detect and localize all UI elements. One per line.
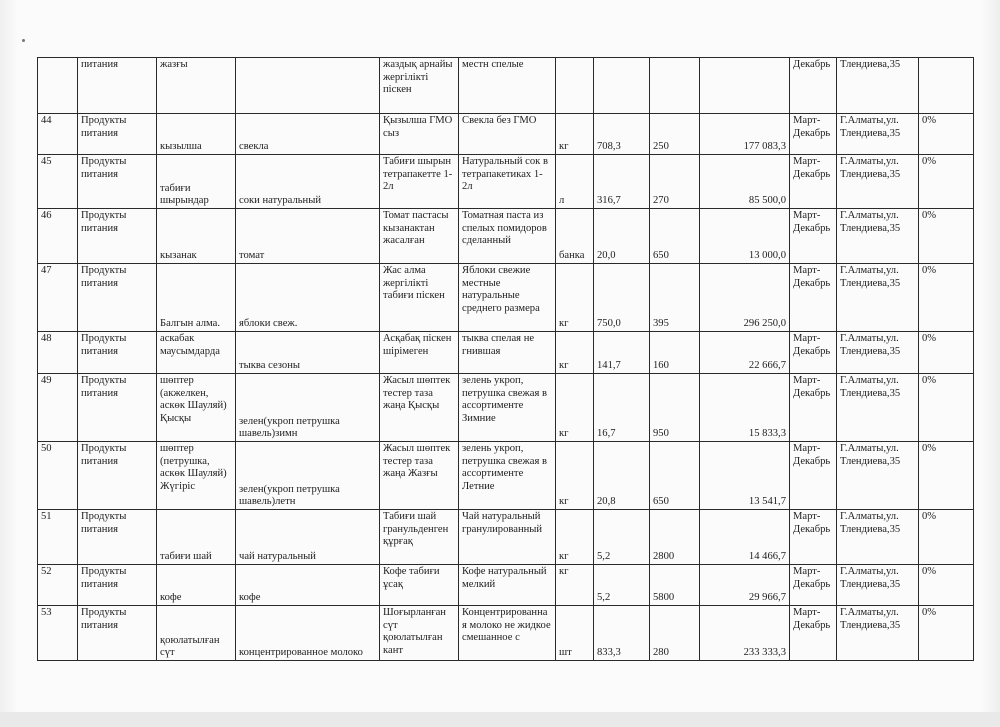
cell-pct: 0%	[919, 209, 974, 264]
cell-desc-kz: Томат пастасы кызанактан жасалған	[380, 209, 459, 264]
cell-no: 46	[38, 209, 78, 264]
cell-desc-kz: Жасыл шөптек тестер таза жаңа Жазғы	[380, 442, 459, 510]
cell-sum	[700, 58, 790, 114]
cell-qty: 20,0	[594, 209, 650, 264]
cell-period: Март-Декабрь	[790, 510, 837, 565]
cell-desc-kz: Табиғи шырын тетрапакетте 1-2л	[380, 155, 459, 209]
cell-desc-ru: Концентрированная молоко не жидкое смешанное с	[459, 606, 556, 661]
cell-price: 280	[650, 606, 700, 661]
cell-name-kz: шөптер (петрушка, аскөк Шауляй) Жүгіріс	[157, 442, 236, 510]
cell-address: Г.Алматы,ул. Тлендиева,35	[837, 565, 919, 606]
cell-address: Тлендиева,35	[837, 58, 919, 114]
cell-period: Март-Декабрь	[790, 209, 837, 264]
cell-name-ru: кофе	[236, 565, 380, 606]
cell-sum: 296 250,0	[700, 264, 790, 332]
cell-qty: 708,3	[594, 114, 650, 155]
cell-name-ru: томат	[236, 209, 380, 264]
cell-no: 48	[38, 332, 78, 374]
cell-no: 53	[38, 606, 78, 661]
cell-name-ru: чай натуральный	[236, 510, 380, 565]
cell-pct: 0%	[919, 155, 974, 209]
cell-unit: кг	[556, 114, 594, 155]
table-row	[38, 264, 974, 332]
cell-address: Г.Алматы,ул. Тлендиева,35	[837, 442, 919, 510]
cell-period: Март-Декабрь	[790, 332, 837, 374]
cell-name-kz: қоюлатылған сүт	[157, 606, 236, 661]
cell-name-ru: зелен(укроп петрушка шавель)зимн	[236, 374, 380, 442]
table-row	[38, 565, 974, 606]
cell-qty: 5,2	[594, 510, 650, 565]
cell-no: 47	[38, 264, 78, 332]
cell-sum: 233 333,3	[700, 606, 790, 661]
cell-qty: 16,7	[594, 374, 650, 442]
cell-pct: 0%	[919, 374, 974, 442]
cell-sum: 13 000,0	[700, 209, 790, 264]
cell-unit: кг	[556, 565, 594, 606]
table-row	[38, 442, 974, 510]
cell-desc-kz: Жасыл шөптек тестер таза жаңа Қысқы	[380, 374, 459, 442]
cell-desc-ru: зелень укроп, петрушка свежая в ассортименте Зимние	[459, 374, 556, 442]
cell-pct: 0%	[919, 114, 974, 155]
cell-category: Продукты питания	[78, 209, 157, 264]
cell-period: Март-Декабрь	[790, 155, 837, 209]
cell-period: Март-Декабрь	[790, 442, 837, 510]
cell-price: 650	[650, 442, 700, 510]
cell-period: Март-Декабрь	[790, 114, 837, 155]
cell-pct: 0%	[919, 332, 974, 374]
cell-sum: 85 500,0	[700, 155, 790, 209]
cell-price: 950	[650, 374, 700, 442]
cell-name-ru: зелен(укроп петрушка шавель)летн	[236, 442, 380, 510]
cell-address: Г.Алматы,ул. Тлендиева,35	[837, 332, 919, 374]
cell-address: Г.Алматы,ул. Тлендиева,35	[837, 209, 919, 264]
cell-qty	[594, 58, 650, 114]
cell-price: 2800	[650, 510, 700, 565]
cell-desc-kz: жаздық арнайы жергілікті піскен	[380, 58, 459, 114]
cell-address: Г.Алматы,ул. Тлендиева,35	[837, 510, 919, 565]
cell-name-kz: шөптер (акжелкен, аскөк Шауляй) Қысқы	[157, 374, 236, 442]
cell-category: питания	[78, 58, 157, 114]
cell-qty: 833,3	[594, 606, 650, 661]
cell-category: Продукты питания	[78, 264, 157, 332]
cell-sum: 177 083,3	[700, 114, 790, 155]
cell-sum: 13 541,7	[700, 442, 790, 510]
cell-desc-kz: Асқабақ піскен шірімеген	[380, 332, 459, 374]
cell-desc-ru: Чай натуральный гранулированный	[459, 510, 556, 565]
cell-period: Март-Декабрь	[790, 606, 837, 661]
cell-name-ru	[236, 58, 380, 114]
cell-price: 160	[650, 332, 700, 374]
cell-name-kz: жазғы	[157, 58, 236, 114]
cell-category: Продукты питания	[78, 332, 157, 374]
cell-qty: 20,8	[594, 442, 650, 510]
cell-desc-ru: Кофе натуральный мелкий	[459, 565, 556, 606]
cell-no: 50	[38, 442, 78, 510]
cell-period: Март-Декабрь	[790, 264, 837, 332]
cell-name-ru: соки натуральный	[236, 155, 380, 209]
table-row	[38, 155, 974, 209]
cell-price: 395	[650, 264, 700, 332]
cell-unit: банка	[556, 209, 594, 264]
table-row	[38, 332, 974, 374]
cell-pct: 0%	[919, 442, 974, 510]
cell-price: 650	[650, 209, 700, 264]
cell-category: Продукты питания	[78, 565, 157, 606]
cell-desc-kz: Жас алма жергілікті табиғи піскен	[380, 264, 459, 332]
cell-desc-kz: Шоғырланған сүт қоюлатылған кант	[380, 606, 459, 661]
cell-no: 49	[38, 374, 78, 442]
cell-pct: 0%	[919, 510, 974, 565]
cell-unit: кг	[556, 510, 594, 565]
cell-desc-ru: тыква спелая не гнившая	[459, 332, 556, 374]
scan-speck	[22, 39, 25, 42]
cell-name-ru: тыква сезоны	[236, 332, 380, 374]
cell-desc-kz: Табиғи шай гранульденген құрғақ	[380, 510, 459, 565]
cell-qty: 141,7	[594, 332, 650, 374]
cell-name-ru: свекла	[236, 114, 380, 155]
cell-no: 52	[38, 565, 78, 606]
cell-name-kz: табиғи шырындар	[157, 155, 236, 209]
cell-name-kz: Балгын алма.	[157, 264, 236, 332]
cell-no: 45	[38, 155, 78, 209]
cell-period: Март-Декабрь	[790, 565, 837, 606]
cell-desc-ru: Свекла без ГМО	[459, 114, 556, 155]
cell-sum: 15 833,3	[700, 374, 790, 442]
cell-sum: 29 966,7	[700, 565, 790, 606]
cell-unit: шт	[556, 606, 594, 661]
table-row	[38, 58, 974, 114]
cell-unit: кг	[556, 442, 594, 510]
cell-qty: 5,2	[594, 565, 650, 606]
cell-category: Продукты питания	[78, 606, 157, 661]
table-row	[38, 606, 974, 661]
cell-category: Продукты питания	[78, 510, 157, 565]
cell-address: Г.Алматы,ул. Тлендиева,35	[837, 264, 919, 332]
cell-name-kz: аскабак маусымдарда	[157, 332, 236, 374]
cell-desc-ru: местн спелые	[459, 58, 556, 114]
table-row	[38, 114, 974, 155]
table-row	[38, 510, 974, 565]
cell-address: Г.Алматы,ул. Тлендиева,35	[837, 114, 919, 155]
cell-desc-ru: Натуральный сок в тетрапакетиках 1-2л	[459, 155, 556, 209]
cell-category: Продукты питания	[78, 442, 157, 510]
cell-period: Декабрь	[790, 58, 837, 114]
procurement-table	[37, 57, 974, 661]
cell-unit: л	[556, 155, 594, 209]
cell-price: 5800	[650, 565, 700, 606]
cell-price	[650, 58, 700, 114]
cell-desc-ru: зелень укроп, петрушка свежая в ассортименте Летние	[459, 442, 556, 510]
cell-pct	[919, 58, 974, 114]
cell-desc-ru: Яблоки свежие местные натуральные среднего размера	[459, 264, 556, 332]
cell-name-kz: кызанак	[157, 209, 236, 264]
cell-name-kz: кофе	[157, 565, 236, 606]
cell-unit: кг	[556, 264, 594, 332]
cell-unit	[556, 58, 594, 114]
cell-category: Продукты питания	[78, 114, 157, 155]
cell-no: 51	[38, 510, 78, 565]
cell-unit: кг	[556, 374, 594, 442]
cell-no: 44	[38, 114, 78, 155]
cell-address: Г.Алматы,ул. Тлендиева,35	[837, 374, 919, 442]
cell-price: 270	[650, 155, 700, 209]
cell-qty: 750,0	[594, 264, 650, 332]
cell-name-kz: табиғи шай	[157, 510, 236, 565]
cell-sum: 22 666,7	[700, 332, 790, 374]
cell-unit: кг	[556, 332, 594, 374]
table-row	[38, 374, 974, 442]
cell-desc-ru: Томатная паста из спелых помидоров сделанный	[459, 209, 556, 264]
cell-qty: 316,7	[594, 155, 650, 209]
cell-no	[38, 58, 78, 114]
cell-category: Продукты питания	[78, 374, 157, 442]
cell-name-kz: кызылша	[157, 114, 236, 155]
cell-desc-kz: Кофе табиғи ұсақ	[380, 565, 459, 606]
cell-period: Март-Декабрь	[790, 374, 837, 442]
table-row	[38, 209, 974, 264]
cell-price: 250	[650, 114, 700, 155]
cell-name-ru: концентрированное молоко	[236, 606, 380, 661]
cell-desc-kz: Қызылша ГМО сыз	[380, 114, 459, 155]
cell-name-ru: яблоки свеж.	[236, 264, 380, 332]
cell-address: Г.Алматы,ул. Тлендиева,35	[837, 606, 919, 661]
cell-category: Продукты питания	[78, 155, 157, 209]
cell-sum: 14 466,7	[700, 510, 790, 565]
page-bottom-edge	[0, 712, 1000, 727]
cell-pct: 0%	[919, 264, 974, 332]
cell-pct: 0%	[919, 606, 974, 661]
cell-address: Г.Алматы,ул. Тлендиева,35	[837, 155, 919, 209]
cell-pct: 0%	[919, 565, 974, 606]
